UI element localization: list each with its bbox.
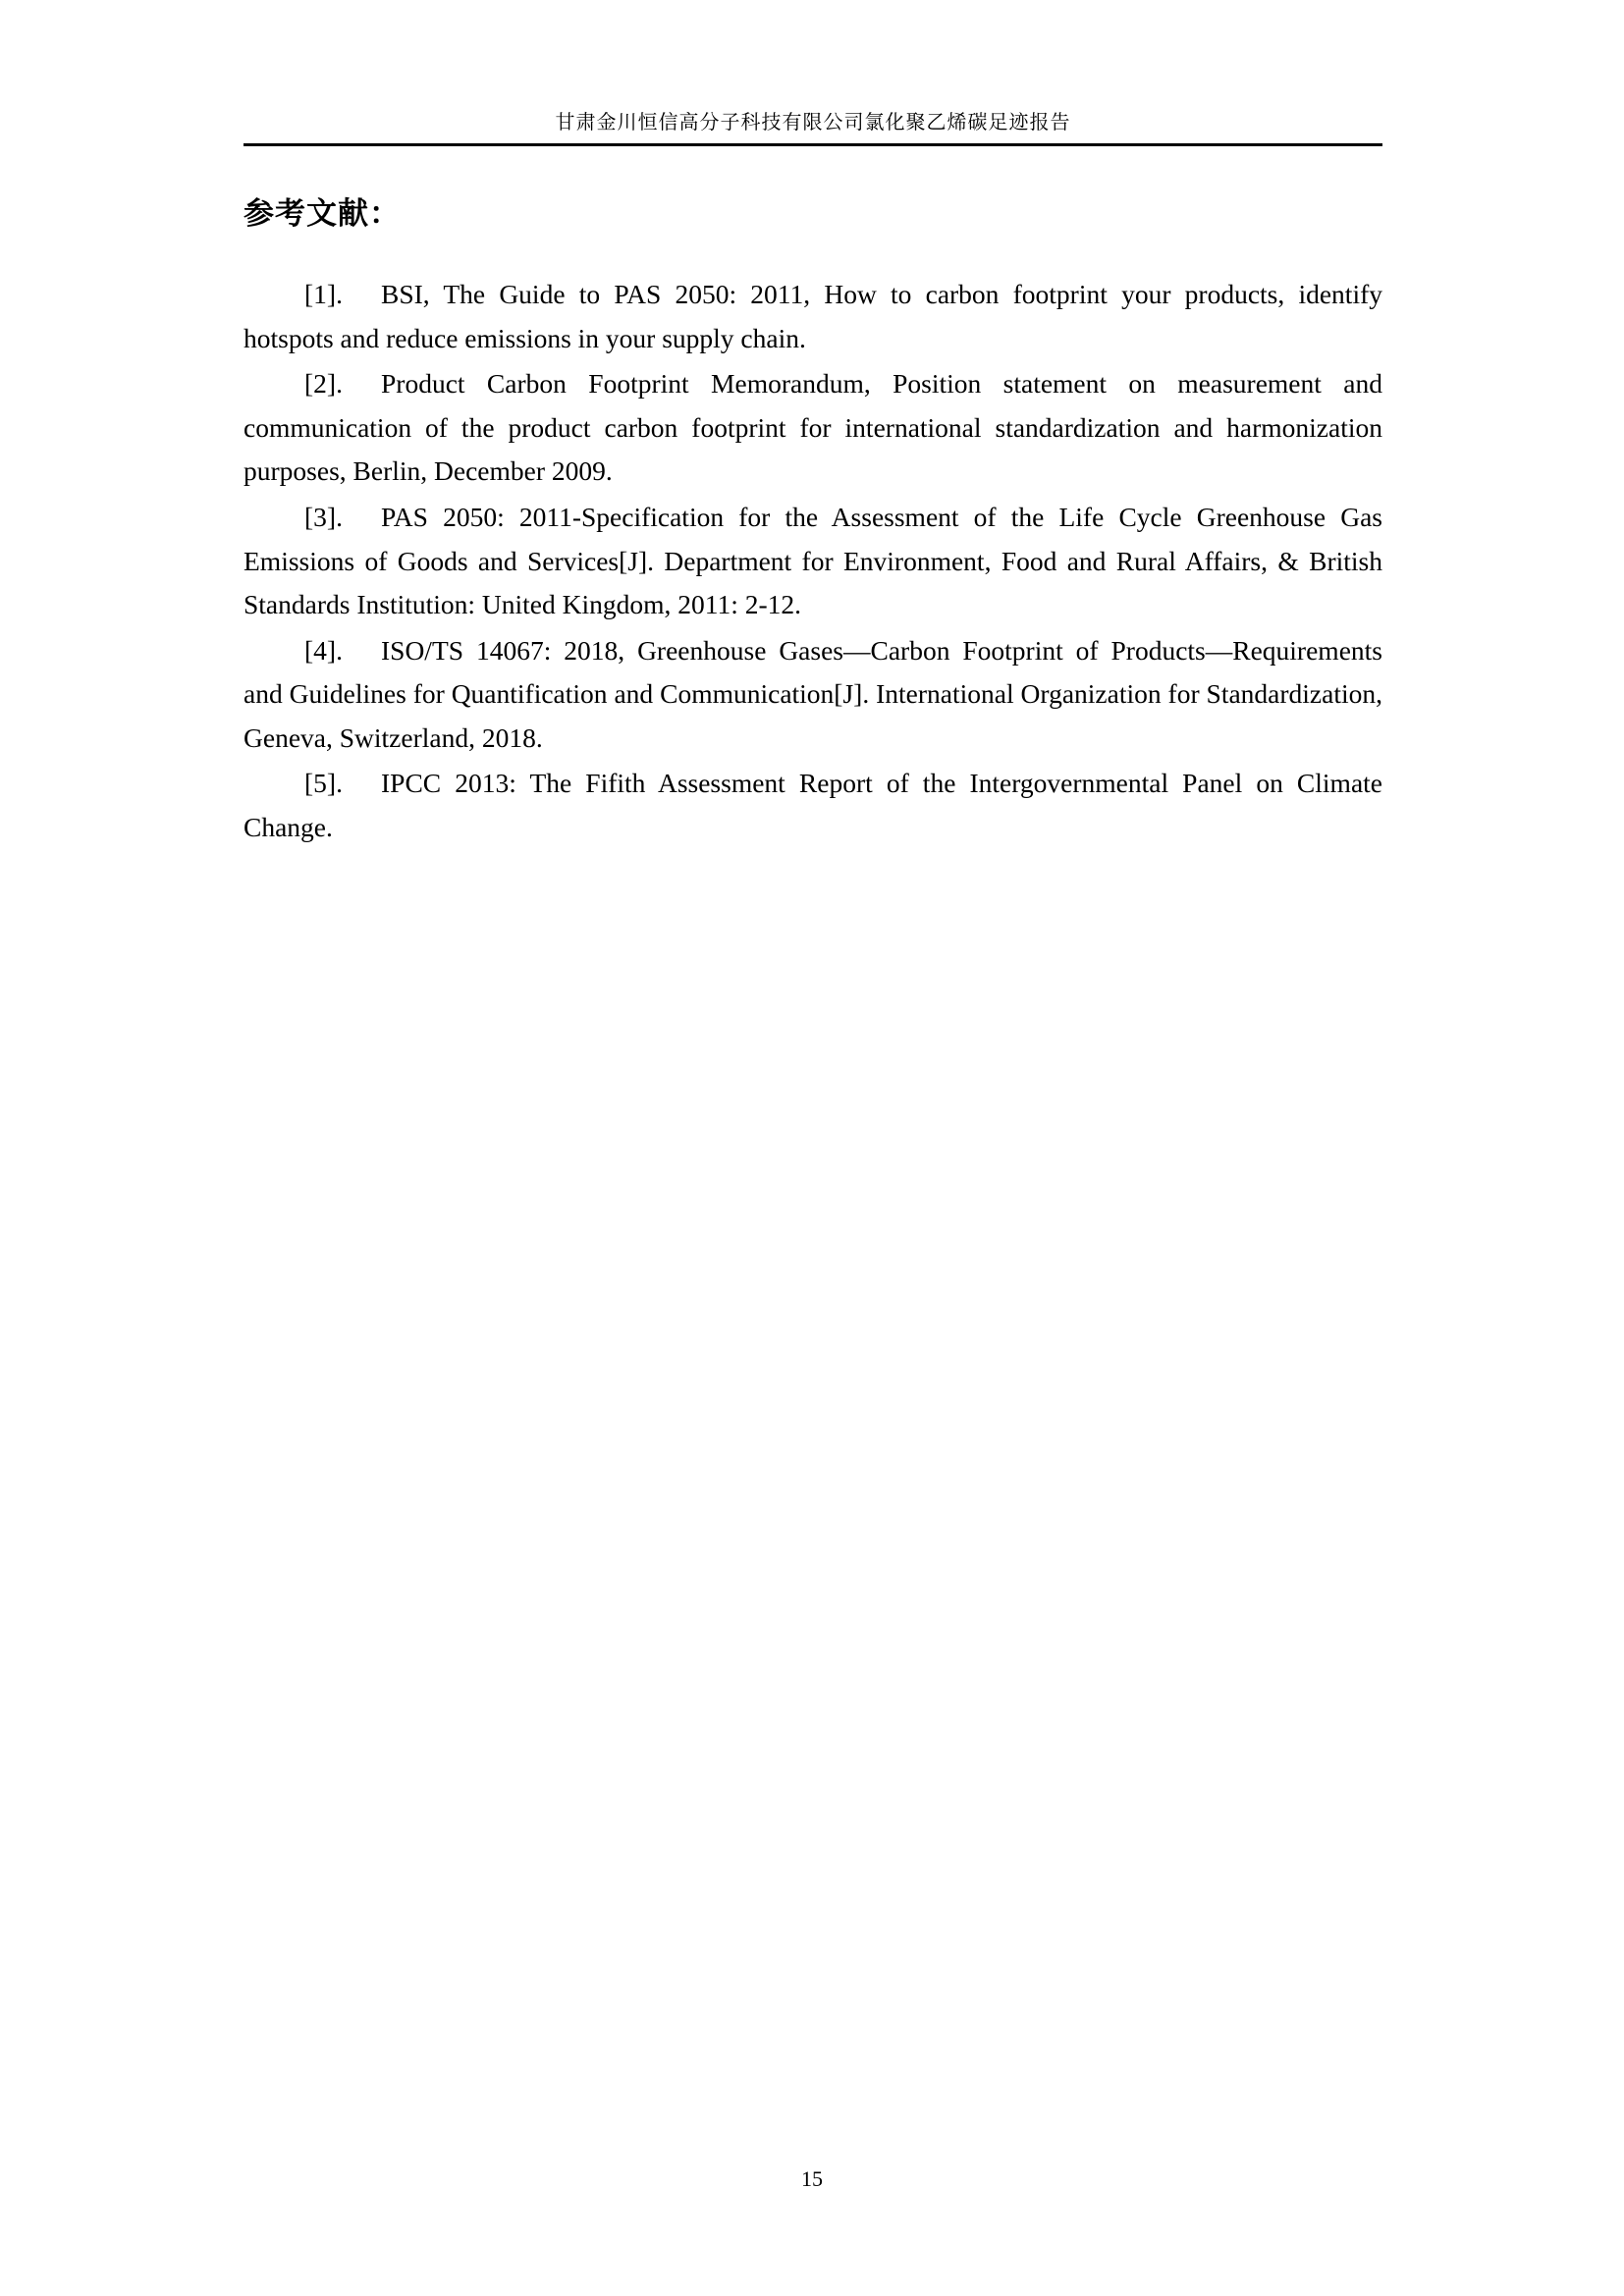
- page-header: 甘肃金川恒信高分子科技有限公司氯化聚乙烯碳足迹报告: [555, 110, 1071, 133]
- list-item: [244, 762, 1382, 849]
- reference-text: Product Carbon Footprint Memorandum, Position statement on measurement and communication of the product carbon footprint for international standardization and harmonization purposes, Berlin, December 2009.: [244, 368, 1382, 487]
- page-content: [244, 194, 1382, 851]
- reference-number: [5].: [304, 768, 343, 799]
- reference-list: [244, 273, 1382, 849]
- header-divider: [244, 143, 1382, 146]
- list-item: [244, 273, 1382, 360]
- reference-number: [1].: [304, 279, 343, 310]
- reference-text: ISO/TS 14067: 2018, Greenhouse Gases—Carbon Footprint of Products—Requirements and Guidelines for Quantification and Communication[J]. International Organization for Standardization, Geneva, Switzerland, 2018.: [244, 634, 1382, 753]
- reference-number: [4].: [304, 634, 343, 666]
- page-number: 15: [801, 2166, 823, 2191]
- list-item: [244, 629, 1382, 761]
- reference-number: [3].: [304, 502, 343, 533]
- list-item: [244, 496, 1382, 627]
- reference-text: BSI, The Guide to PAS 2050: 2011, How to carbon footprint your products, identify hotspots and reduce emissions in your supply chain.: [244, 279, 1382, 353]
- reference-text: PAS 2050: 2011-Specification for the Assessment of the Life Cycle Greenhouse Gas Emissions of Goods and Services[J]. Department for Environment, Food and Rural Affairs, & British Standards Institution: United Kingdom, 2011: 2-12.: [244, 502, 1382, 620]
- reference-number: [2].: [304, 368, 343, 400]
- reference-text: IPCC 2013: The Fifith Assessment Report of the Intergovernmental Panel on Climate Change.: [244, 768, 1382, 842]
- list-item: [244, 362, 1382, 494]
- section-title: 参考文献：: [244, 196, 401, 232]
